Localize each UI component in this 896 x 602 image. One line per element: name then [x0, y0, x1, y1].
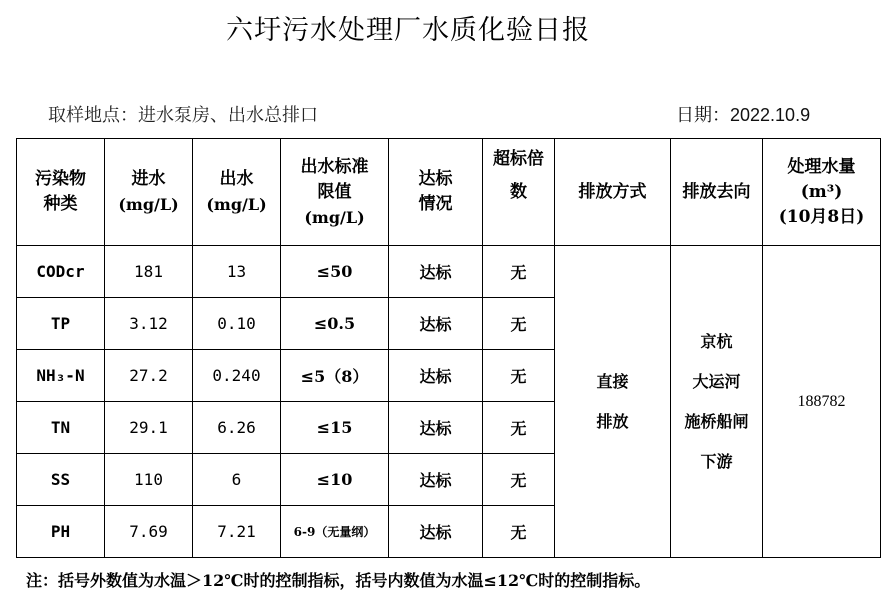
row-limit: ≤10 [281, 454, 389, 506]
treated-volume: 188782 [763, 246, 881, 558]
header-exceed-line2: 数 [510, 182, 527, 202]
report-title: 六圩污水处理厂水质化验日报 [226, 15, 590, 46]
header-volume-line1: 处理水量 [787, 156, 856, 177]
water-quality-table [16, 138, 881, 558]
row-compliance: 达标 [389, 454, 483, 506]
header-influent-line1: 进水 [131, 169, 166, 189]
row-effluent: 0.240 [193, 350, 281, 402]
header-volume-date: (10月8日) [778, 206, 865, 227]
discharge-dest-line2: 大运河 [692, 371, 741, 391]
row-compliance: 达标 [389, 506, 483, 558]
discharge-method-cell [555, 246, 671, 558]
row-exceed: 无 [483, 506, 555, 558]
header-influent [105, 139, 193, 246]
row-exceed: 无 [483, 350, 555, 402]
discharge-dest-cell [671, 246, 763, 558]
discharge-dest-line3: 施桥船闸 [684, 411, 749, 431]
discharge-dest-line4: 下游 [700, 451, 733, 471]
row-influent: 3.12 [105, 298, 193, 350]
header-discharge-dest: 排放去向 [671, 139, 763, 246]
table-row [17, 246, 881, 298]
report-date: 日期：2022.10.9 [676, 105, 811, 125]
footnote: 注：括号外数值为水温＞12℃时的控制指标，括号内数值为水温≤12℃时的控制指标。 [26, 571, 651, 590]
row-influent: 7.69 [105, 506, 193, 558]
row-limit: ≤5（8） [281, 350, 389, 402]
row-limit: 6-9（无量纲） [281, 506, 389, 558]
row-compliance: 达标 [389, 350, 483, 402]
row-exceed: 无 [483, 402, 555, 454]
header-param [17, 139, 105, 246]
header-param-line1: 污染物 [35, 169, 86, 189]
header-limit [281, 139, 389, 246]
row-exceed: 无 [483, 454, 555, 506]
row-influent: 27.2 [105, 350, 193, 402]
row-compliance: 达标 [389, 298, 483, 350]
discharge-method-line2: 排放 [596, 411, 629, 431]
header-limit-line2: 限值 [317, 181, 352, 202]
discharge-method-line1: 直接 [596, 371, 629, 391]
row-exceed: 无 [483, 298, 555, 350]
row-limit: ≤0.5 [281, 298, 389, 350]
header-discharge-method: 排放方式 [555, 139, 671, 246]
header-volume [763, 139, 881, 246]
header-exceed [483, 139, 555, 246]
header-effluent-line1: 出水 [219, 169, 254, 189]
header-volume-unit: (m³) [800, 181, 843, 202]
header-compliance-line2: 情况 [418, 194, 453, 214]
header-effluent [193, 139, 281, 246]
row-effluent: 13 [193, 246, 281, 298]
header-influent-unit: (mg/L) [118, 195, 179, 214]
row-limit: ≤50 [281, 246, 389, 298]
sampling-location: 取样地点：进水泵房、出水总排口 [48, 105, 318, 126]
header-limit-line1: 出水标准 [300, 156, 369, 177]
row-compliance: 达标 [389, 246, 483, 298]
row-effluent: 7.21 [193, 506, 281, 558]
row-param: CODcr [17, 246, 105, 298]
row-param: SS [17, 454, 105, 506]
header-limit-unit: (mg/L) [304, 207, 365, 227]
row-influent: 181 [105, 246, 193, 298]
header-effluent-unit: (mg/L) [206, 195, 267, 214]
row-influent: 29.1 [105, 402, 193, 454]
row-compliance: 达标 [389, 402, 483, 454]
header-exceed-line1: 超标倍 [493, 149, 544, 169]
table-header-row [17, 139, 881, 246]
row-limit: ≤15 [281, 402, 389, 454]
header-compliance-line1: 达标 [418, 169, 453, 189]
row-effluent: 0.10 [193, 298, 281, 350]
header-compliance [389, 139, 483, 246]
row-exceed: 无 [483, 246, 555, 298]
header-param-line2: 种类 [43, 194, 78, 214]
row-effluent: 6 [193, 454, 281, 506]
row-effluent: 6.26 [193, 402, 281, 454]
row-param: NH₃-N [17, 350, 105, 402]
row-param: PH [17, 506, 105, 558]
discharge-dest-line1: 京杭 [700, 331, 733, 351]
row-param: TP [17, 298, 105, 350]
row-influent: 110 [105, 454, 193, 506]
row-param: TN [17, 402, 105, 454]
